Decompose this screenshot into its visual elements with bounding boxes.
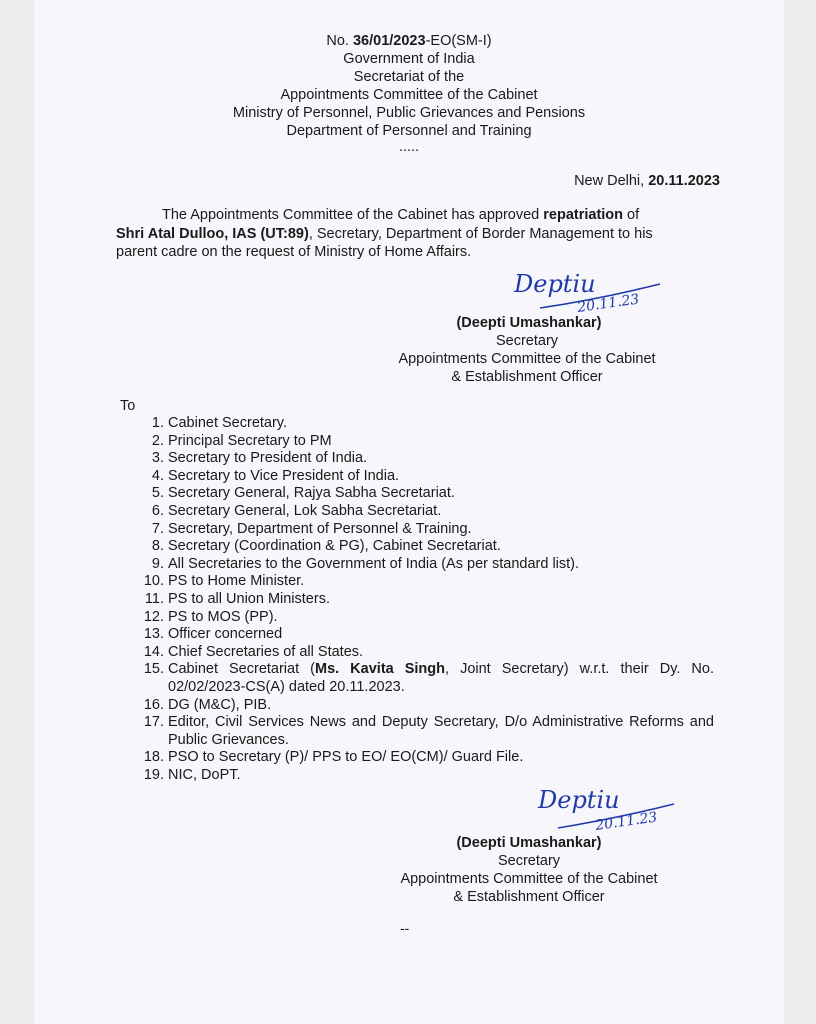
header-line-committee: Appointments Committee of the Cabinet [280, 87, 538, 103]
signatory-title-2: Secretary [497, 853, 561, 869]
signatory-office-1: & Establishment Officer [451, 369, 603, 385]
signatory-name-1: (Deepti Umashankar) [456, 315, 602, 331]
signature-1-date-text: 20.11.23 [576, 291, 641, 316]
signatory-org-2: Appointments Committee of the Cabinet [400, 871, 658, 887]
signatory-name-2: (Deepti Umashankar) [456, 835, 602, 851]
header-line-secretariat: Secretariat of the [353, 69, 465, 85]
body-paragraph [116, 206, 716, 262]
body-line-3: parent cadre on the request of Ministry of Home Affairs. [116, 244, 472, 260]
footer-mark: -- [400, 920, 410, 936]
header-dots: ..... [398, 139, 420, 155]
signature-2-date-text: 20.11.23 [594, 809, 659, 834]
signature-1-name-text: Deptiu [514, 270, 596, 298]
handwritten-signature-1 [510, 262, 680, 318]
body-line-2: Shri Atal Dulloo, IAS (UT:89), Secretary, Department of Border Management to his [116, 225, 653, 242]
signature-block-2 [398, 834, 660, 906]
document-page: No. 36/01/2023-EO(SM-I) Government of India Secretariat of the Appointments Committee of the Cabinet Ministry of Personnel, Public Grievances and Pensions Department of Personnel and Training ..... New Delhi, 20.11.2023 The Appointments Committee of the Cabinet has approved repatriation of Shri Atal Dulloo, IAS (UT:89), Secretary, Department of Border Management to his parent cadre on the request of Ministry of Home Affairs. Deptiu 20.11.23 (Deepti Umashankar) Secretary Appointments Committee of the Cabinet & Establishment Officer To 1. Cabinet Secretary. 2. Principal Secretary to PM 3. Secretary to President of India. 4. Secretary to Vice President of India. 5. Secretary General, Rajya Sabha Secretariat. 6. Secretary General, Lok Sabha Secretariat. 7. Secretary, Department of Personnel & Training. 8. Secretary (Coordination & PG), Cabinet Secretariat. 9. All Secretaries to the Government of India (As per standard list). 10. PS to Home Minister. 11. PS to all Union Ministers. 12. PS to MOS (PP). 13. Officer concerned 14. Chief Secretaries of all States. 15. Cabinet Secretariat (Ms. Kavita Singh, Joint Secretary) w.r.t. their Dy. No. 02/02/2023-CS(A) dated 20.11.2023. 16. DG (M&C), PIB. 17. Editor, Civil Services News and Deputy Secretary, D/o Administrative Reforms and Public Grievances. 18. PSO to Secretary (P)/ PPS to EO/ EO(CM)/ Guard File. 19. NIC, DoPT. Deptiu 20.11.23 (Deepti Umashankar) Secretary Appointments Committee of the Cabinet & Establishment Officer -- [34, 0, 784, 1024]
body-line-1: The Appointments Committee of the Cabinet has approved repatriation of [162, 207, 640, 223]
to-label: To [120, 398, 136, 414]
handwritten-signature-2 [534, 778, 704, 836]
header-line-ministry: Ministry of Personnel, Public Grievances and Pensions [232, 105, 586, 121]
reference-number: No. 36/01/2023-EO(SM-I) [326, 33, 492, 49]
signatory-title-1: Secretary [495, 333, 559, 349]
signatory-org-1: Appointments Committee of the Cabinet [398, 351, 656, 367]
place-date: New Delhi, 20.11.2023 [574, 173, 720, 189]
header-line-government: Government of India [343, 51, 475, 67]
signature-block-1 [396, 314, 658, 386]
signature-2-name-text: Deptiu [538, 786, 620, 814]
signatory-office-2: & Establishment Officer [453, 889, 605, 905]
header-line-department: Department of Personnel and Training [286, 123, 532, 139]
